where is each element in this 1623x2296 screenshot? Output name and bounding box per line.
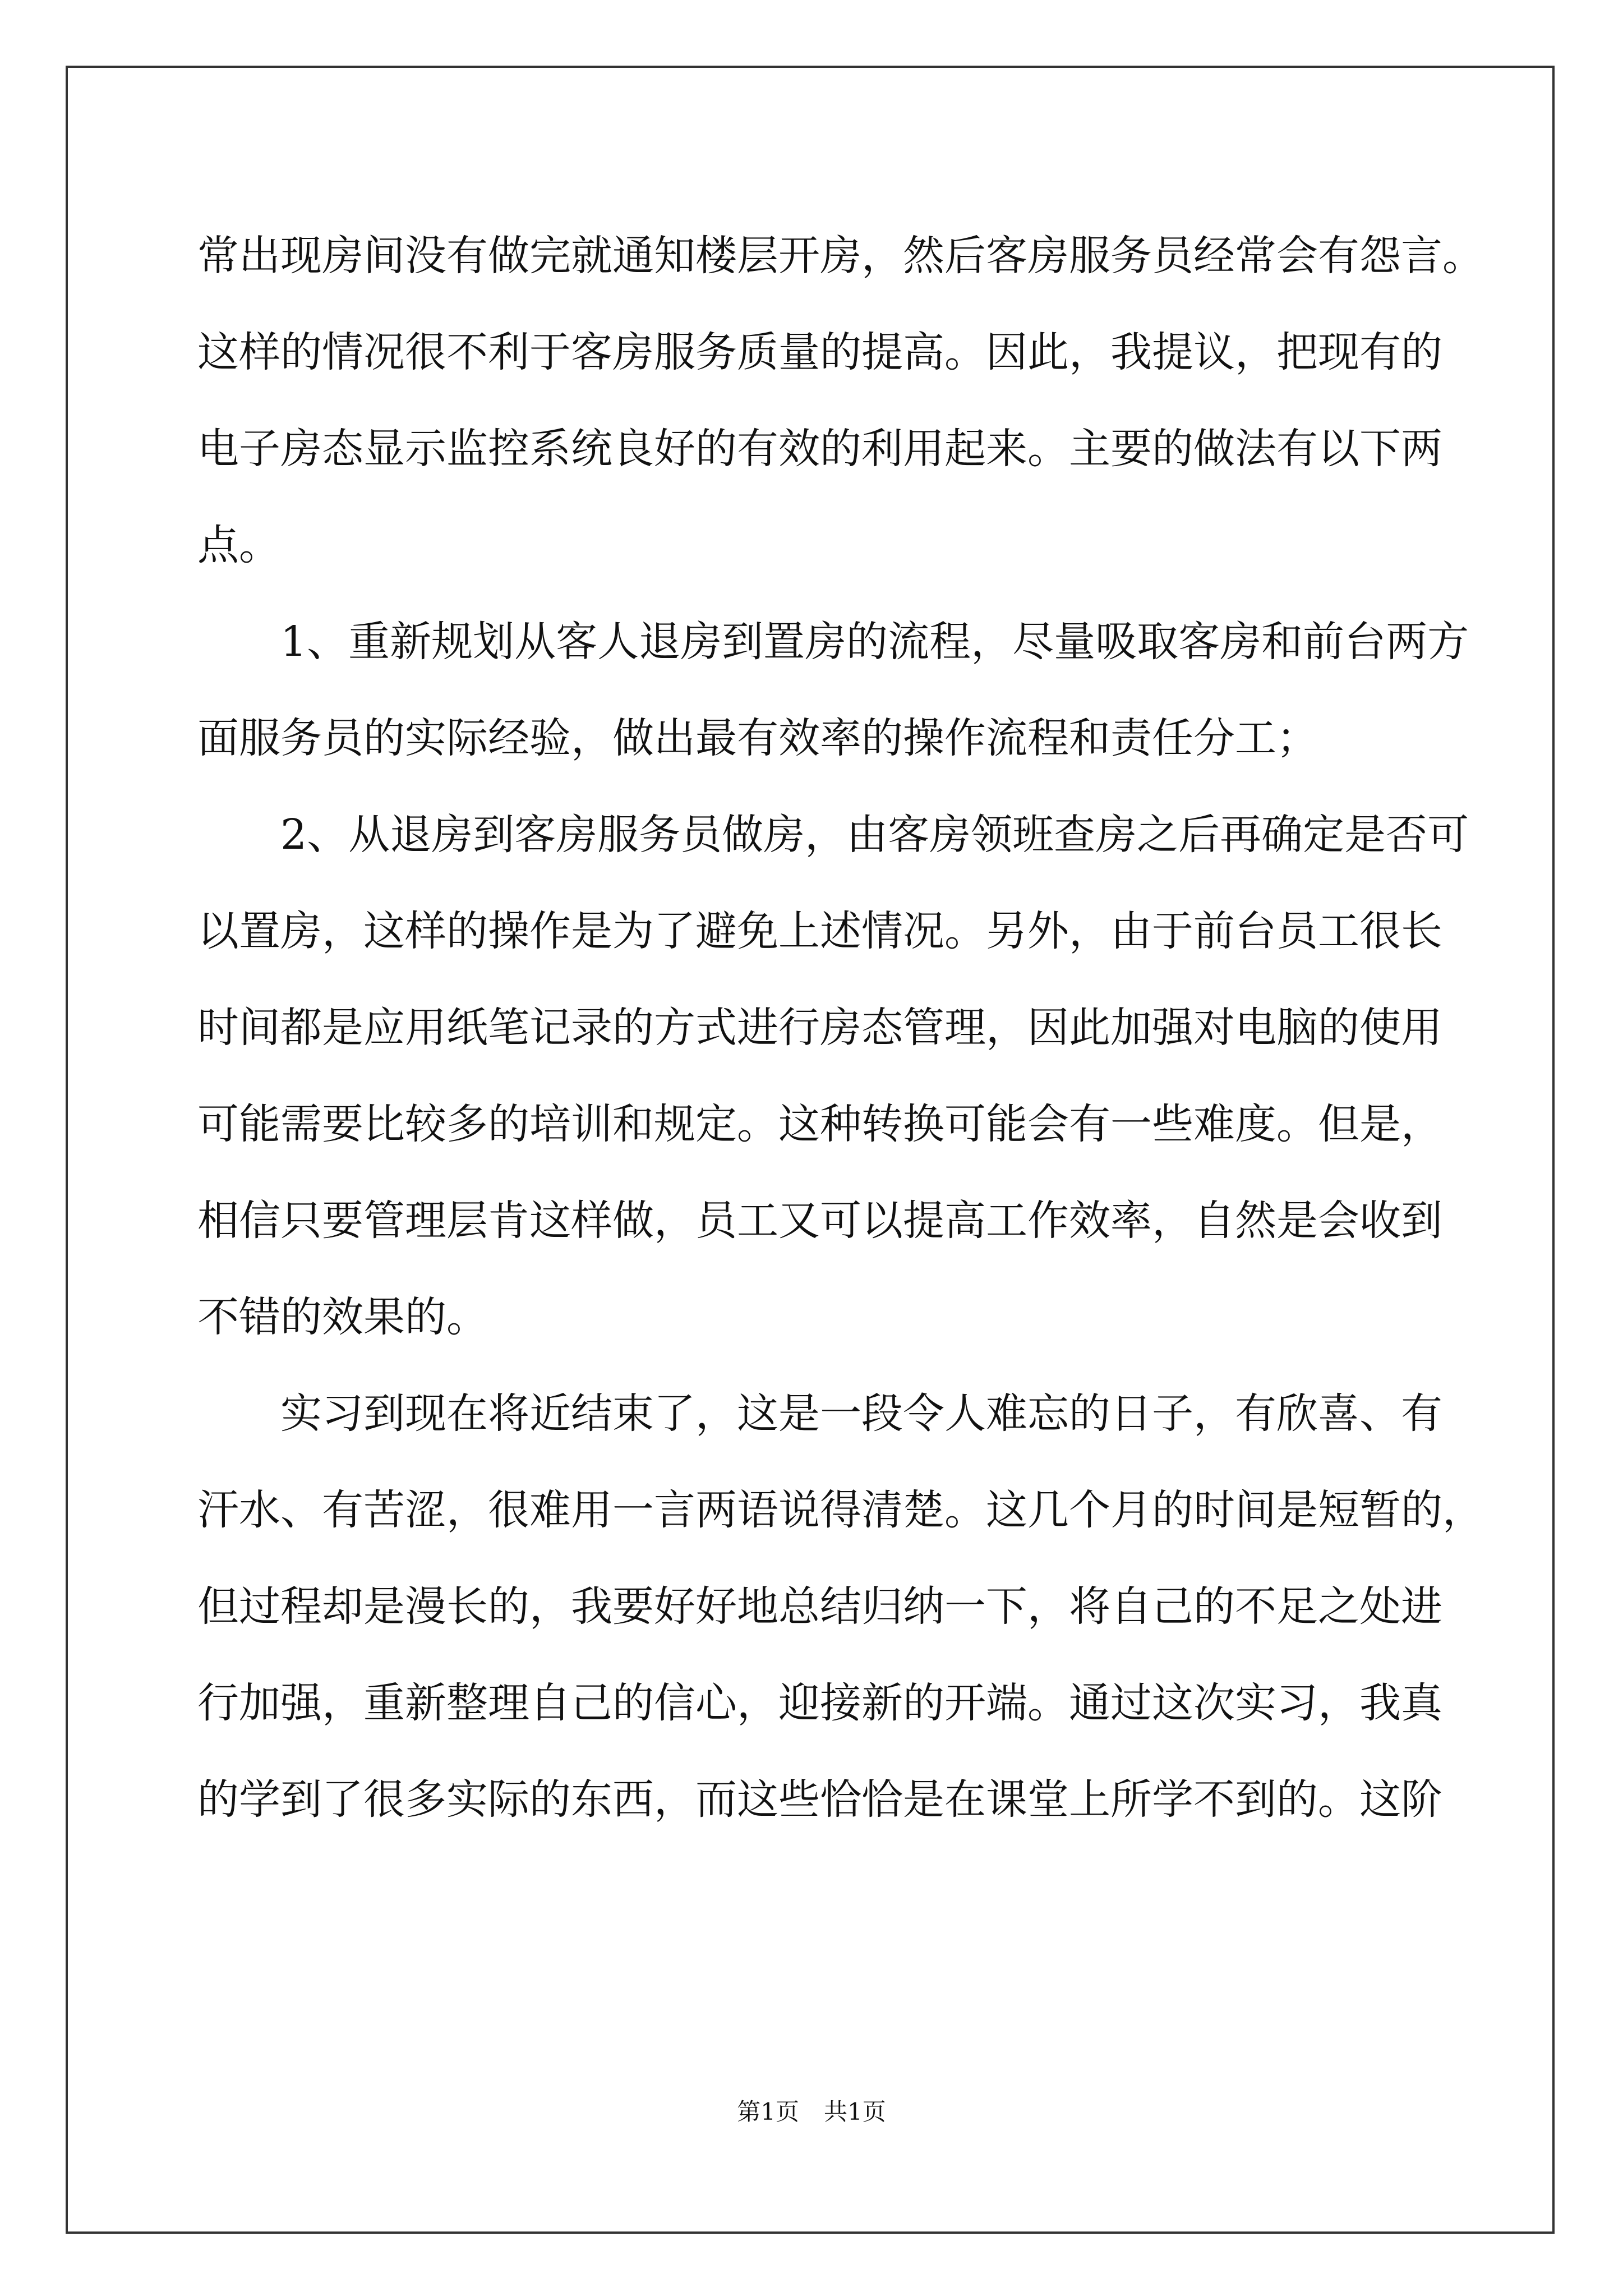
text-line: 实习到现在将近结束了，这是一段令人难忘的日子，有欣喜、有 xyxy=(197,1389,1442,1438)
text-line: 以置房，这样的操作是为了避免上述情况。另外，由于前台员工很长 xyxy=(197,907,1442,955)
text-line: 电子房态显示监控系统良好的有效的利用起来。主要的做法有以下两 xyxy=(197,425,1442,473)
text-line: 2、从退房到客房服务员做房，由客房领班查房之后再确定是否可 xyxy=(197,811,1469,859)
page-total: 共1页 xyxy=(824,2098,886,2125)
text-line: 的学到了很多实际的东西，而这些恰恰是在课堂上所学不到的。这阶 xyxy=(197,1775,1442,1824)
text-line: 可能需要比较多的培训和规定。这种转换可能会有一些难度。但是， xyxy=(197,1100,1442,1148)
document-body xyxy=(197,208,1484,1848)
text-line: 常出现房间没有做完就通知楼层开房，然后客房服务员经常会有怨言。 xyxy=(197,232,1484,280)
text-line: 汗水、有苦涩，很难用一言两语说得清楚。这几个月的时间是短暂的， xyxy=(197,1486,1484,1534)
text-line: 不错的效果的。 xyxy=(197,1293,488,1341)
text-line: 行加强，重新整理自己的信心，迎接新的开端。通过这次实习，我真 xyxy=(197,1679,1442,1727)
page-footer xyxy=(0,2095,1623,2129)
page-number: 第1页 xyxy=(737,2098,799,2125)
text-line: 但过程却是漫长的，我要好好地总结归纳一下，将自己的不足之处进 xyxy=(197,1582,1442,1631)
text-line: 点。 xyxy=(197,521,280,569)
text-line: 时间都是应用纸笔记录的方式进行房态管理，因此加强对电脑的使用 xyxy=(197,1004,1442,1052)
text-line: 1、重新规划从客人退房到置房的流程，尽量吸取客房和前台两方 xyxy=(197,618,1469,666)
text-line: 相信只要管理层肯这样做，员工又可以提高工作效率，自然是会收到 xyxy=(197,1197,1442,1245)
text-line: 这样的情况很不利于客房服务质量的提高。因此，我提议，把现有的 xyxy=(197,328,1442,376)
text-line: 面服务员的实际经验，做出最有效率的操作流程和责任分工； xyxy=(197,714,1318,762)
